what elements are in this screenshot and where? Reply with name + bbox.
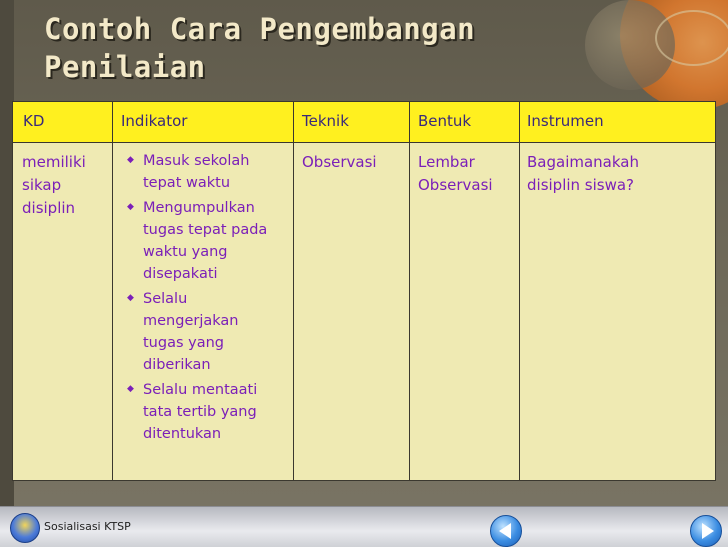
indikator-line: diberikan xyxy=(143,357,211,373)
assessment-table xyxy=(12,101,716,481)
diamond-bullet-icon: ◆ xyxy=(127,384,134,394)
title-line-2: Penilaian xyxy=(44,50,206,84)
indikator-line: tata tertib yang xyxy=(143,404,257,420)
previous-slide-button[interactable] xyxy=(490,515,522,547)
diamond-bullet-icon: ◆ xyxy=(127,155,134,165)
footer-text: Sosialisasi KTSP xyxy=(44,520,131,533)
indikator-item xyxy=(127,288,267,376)
bentuk-line: Observasi xyxy=(418,176,493,194)
header-bentuk: Bentuk xyxy=(418,112,472,130)
header-instrumen: Instrumen xyxy=(527,112,604,130)
instrumen-line: Bagaimanakah xyxy=(527,153,639,171)
indikator-line: waktu yang xyxy=(143,244,228,260)
indikator-item xyxy=(127,150,267,194)
teknik-cell: Observasi xyxy=(302,153,377,171)
kd-line: sikap xyxy=(22,176,62,194)
indikator-line: disepakati xyxy=(143,266,218,282)
diamond-bullet-icon: ◆ xyxy=(127,202,134,212)
bentuk-cell xyxy=(418,151,493,197)
diamond-bullet-icon: ◆ xyxy=(127,293,134,303)
indikator-line: mengerjakan xyxy=(143,313,239,329)
slide-footer xyxy=(0,506,728,547)
instrumen-line: disiplin siswa? xyxy=(527,176,635,194)
indikator-line: tepat waktu xyxy=(143,175,231,191)
kd-cell xyxy=(22,151,86,220)
indikator-line: Mengumpulkan xyxy=(143,200,255,216)
indikator-line: ditentukan xyxy=(143,426,222,442)
triangle-right-icon xyxy=(702,523,714,539)
indikator-line: tugas tepat pada xyxy=(143,222,268,238)
indikator-line: Selalu mentaati xyxy=(143,382,258,398)
indikator-item xyxy=(127,197,267,285)
header-kd: KD xyxy=(23,112,45,130)
bentuk-line: Lembar xyxy=(418,153,475,171)
indikator-item xyxy=(127,379,267,445)
indikator-line: Selalu xyxy=(143,291,188,307)
kd-line: memiliki xyxy=(22,153,86,171)
header-teknik: Teknik xyxy=(302,112,349,130)
ring-decoration xyxy=(655,10,728,66)
kd-line: disiplin xyxy=(22,199,76,217)
indikator-line: tugas yang xyxy=(143,335,224,351)
header-indikator: Indikator xyxy=(121,112,188,130)
title-line-1: Contoh Cara Pengembangan xyxy=(44,12,476,46)
next-slide-button[interactable] xyxy=(690,515,722,547)
slide-title xyxy=(44,10,584,86)
tut-wuri-handayani-logo-icon xyxy=(10,513,40,543)
indikator-line: Masuk sekolah xyxy=(143,153,250,169)
indikator-cell xyxy=(127,150,267,445)
triangle-left-icon xyxy=(499,523,511,539)
instrumen-cell xyxy=(527,151,639,197)
